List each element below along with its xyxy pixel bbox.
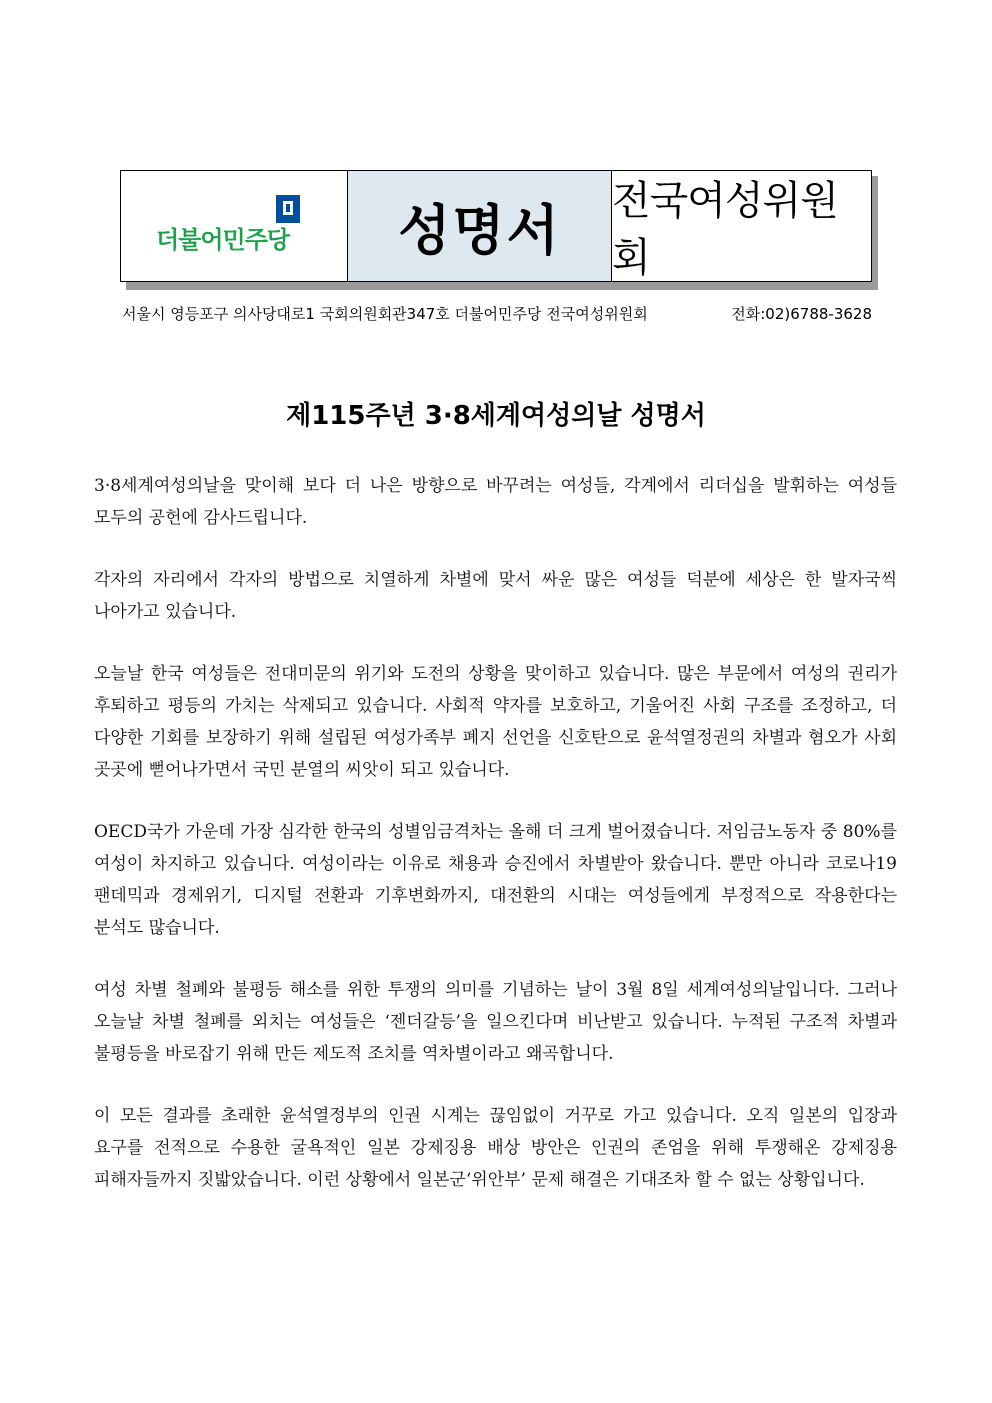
paragraph: 각자의 자리에서 각자의 방법으로 치열하게 차별에 맞서 싸운 많은 여성들 덕분에 세상은 한 발자국씩 나아가고 있습니다. bbox=[94, 570, 897, 622]
party-logo bbox=[154, 191, 314, 261]
statement-body bbox=[94, 470, 897, 1226]
paragraph: 이 모든 결과를 초래한 윤석열정부의 인권 시계는 끊임없이 거꾸로 가고 있습니다. 오직 일본의 입장과 요구를 전적으로 수용한 굴욕적인 일본 강제징용 배상 방안은 인권의 존엄을 위해 투쟁해온 강제징용 피해자들까지 짓밟았습니다. 이런 상황에서 일본군‘위안부’ 문제 해결은 기대조차 할 수 없는 상황입니다. bbox=[94, 1106, 897, 1190]
header-box bbox=[120, 170, 872, 282]
address-line bbox=[122, 303, 872, 324]
statement-header bbox=[120, 170, 872, 282]
org-cell bbox=[612, 171, 871, 281]
paragraph: OECD국가 가운데 가장 심각한 한국의 성별임금격차는 올해 더 크게 벌어졌습니다. 저임금노동자 중 80%를 여성이 차지하고 있습니다. 여성이라는 이유로 채용과 승진에서 차별받아 왔습니다. 뿐만 아니라 코로나19 팬데믹과 경제위기, 디지털 전환과 기후변화까지, 대전환의 시대는 여성들에게 부정적으로 작용한다는 분석도 많습니다. bbox=[94, 822, 897, 938]
header-shadow-right bbox=[872, 176, 878, 290]
logo-cell bbox=[121, 171, 348, 281]
paragraph: 3·8세계여성의날을 맞이해 보다 더 나은 방향으로 바꾸려는 여성들, 각계에서 리더십을 발휘하는 여성들 모두의 공헌에 감사드립니다. bbox=[94, 476, 897, 528]
address-phone: 전화:02)6788-3628 bbox=[731, 305, 872, 323]
statement-title: 제115주년 3·8세계여성의날 성명서 bbox=[286, 401, 706, 431]
header-shadow-bottom bbox=[126, 282, 878, 290]
paragraph: 여성 차별 철폐와 불평등 해소를 위한 투쟁의 의미를 기념하는 날이 3월 8일 세계여성의날입니다. 그러나 오늘날 차별 철폐를 외치는 여성들은 ‘젠더갈등’을 일으킨다며 비난받고 있습니다. 누적된 구조적 차별과 불평등을 바로잡기 위해 만든 제도적 조치를 역차별이라고 왜곡합니다. bbox=[94, 980, 897, 1064]
address-location: 서울시 영등포구 의사당대로1 국회의원회관347호 더불어민주당 전국여성위원회 bbox=[122, 305, 648, 323]
party-logo-text: 더불어민주당 bbox=[156, 226, 290, 254]
doc-type-cell bbox=[348, 171, 612, 281]
party-logo-mark-icon bbox=[276, 195, 300, 223]
org-name: 전국여성위원회 bbox=[612, 178, 838, 281]
doc-type-label: 성명서 bbox=[398, 198, 561, 262]
paragraph: 오늘날 한국 여성들은 전대미문의 위기와 도전의 상황을 맞이하고 있습니다. 많은 부문에서 여성의 권리가 후퇴하고 평등의 가치는 삭제되고 있습니다. 사회적 약자를 보호하고, 기울어진 사회 구조를 조정하고, 더 다양한 기회를 보장하기 위해 설립된 여성가족부 폐지 선언을 신호탄으로 윤석열정권의 차별과 혐오가 사회 곳곳에 뻗어나가면서 국민 분열의 씨앗이 되고 있습니다. bbox=[94, 664, 897, 780]
